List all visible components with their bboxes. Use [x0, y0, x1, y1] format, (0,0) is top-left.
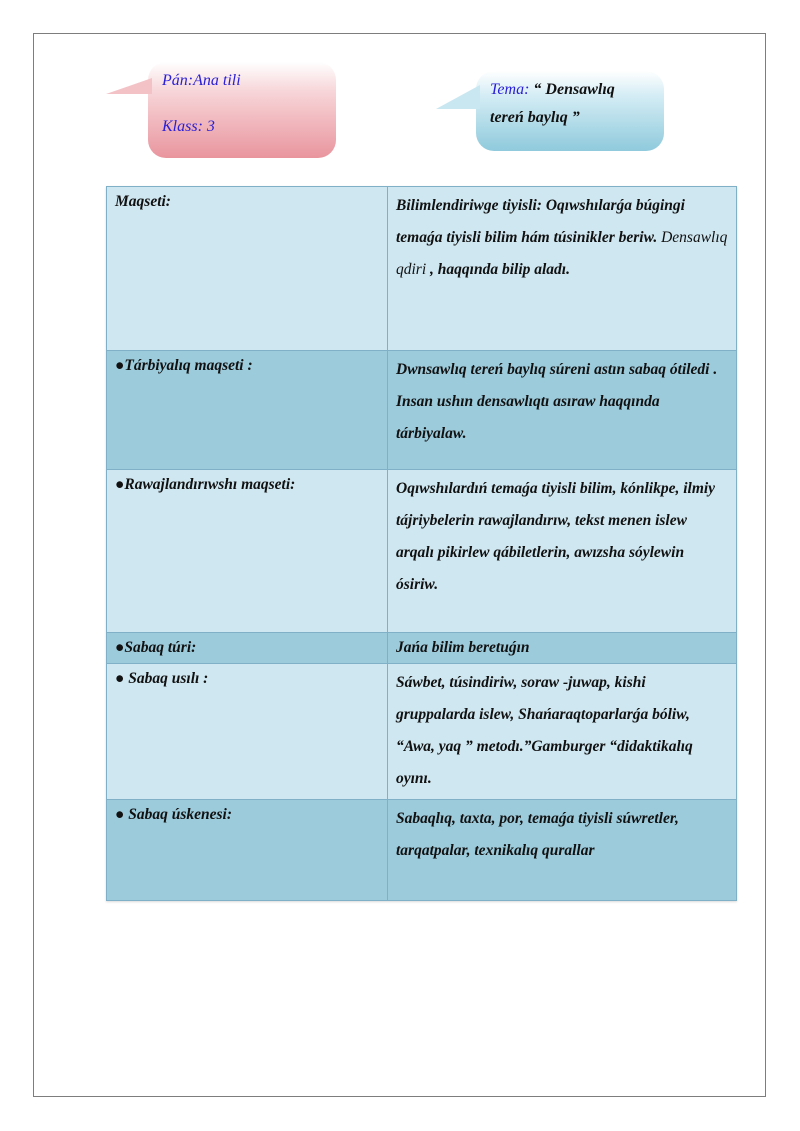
table-row [107, 351, 737, 470]
table-row [107, 633, 737, 664]
row-value-goal [388, 187, 737, 351]
topic-line-2: tereń baylıq ” [490, 109, 580, 126]
row-label-lesson-type: ●Sabaq túri: [107, 633, 388, 664]
row-value-educational: Dwnsawlıq tereń baylıq súreni astın sabaq ótiledi . Insan ushın densawlıqtı asıraw haqqında tárbiyalaw. [388, 351, 737, 470]
callout-tail [436, 85, 480, 109]
row-value-developmental: Oqıwshılardıń temaǵa tiyisli bilim, kónlikpe, ilmiy tájriybelerin rawajlandırıw, tekst menen islew arqalı pikirlew qábiletlerin, awızsha sóylewin ósiriw. [388, 470, 737, 633]
table-row [107, 664, 737, 800]
goal-text: Bilimlendiriwge tiyisli: Oqıwshılarǵa búgingi temaǵa tiyisli bilim hám túsinikler beriw. [396, 197, 685, 246]
class-label: Klass: 3 [162, 118, 215, 135]
goal-topic-text: Densawlıq qdiri [396, 229, 728, 278]
table-row [107, 470, 737, 633]
subject-label: Pán:Ana tili [162, 72, 241, 89]
table-row [107, 800, 737, 901]
topic-text-1: “ Densawlıq [529, 81, 615, 98]
goal-text-end: , haqqında bilip aladı. [426, 261, 570, 278]
topic-label: Tema: [490, 81, 530, 98]
row-label-goal: Maqseti: [107, 187, 388, 351]
row-label-method: ● Sabaq usılı : [107, 664, 388, 800]
row-value-equipment: Sabaqlıq, taxta, por, temaǵa tiyisli súwretler, tarqatpalar, texnikalıq qurallar [388, 800, 737, 901]
subject-callout [148, 62, 336, 158]
row-value-lesson-type: Jańa bilim beretuǵın [388, 633, 737, 664]
topic-line-1 [490, 81, 615, 99]
callout-tail [106, 78, 152, 94]
row-label-educational: ●Tárbiyalıq maqseti : [107, 351, 388, 470]
row-label-developmental: ●Rawajlandırıwshı maqseti: [107, 470, 388, 633]
lesson-plan-table [106, 186, 737, 901]
row-value-method: Sáwbet, túsindiriw, soraw -juwap, kishi gruppalarda islew, Shańaraqtoparlarǵa bóliw, “Awa, yaq ” metodı.”Gamburger “didaktikalıq oyını. [388, 664, 737, 800]
topic-callout [476, 71, 664, 151]
row-label-equipment: ● Sabaq úskenesi: [107, 800, 388, 901]
table-row [107, 187, 737, 351]
